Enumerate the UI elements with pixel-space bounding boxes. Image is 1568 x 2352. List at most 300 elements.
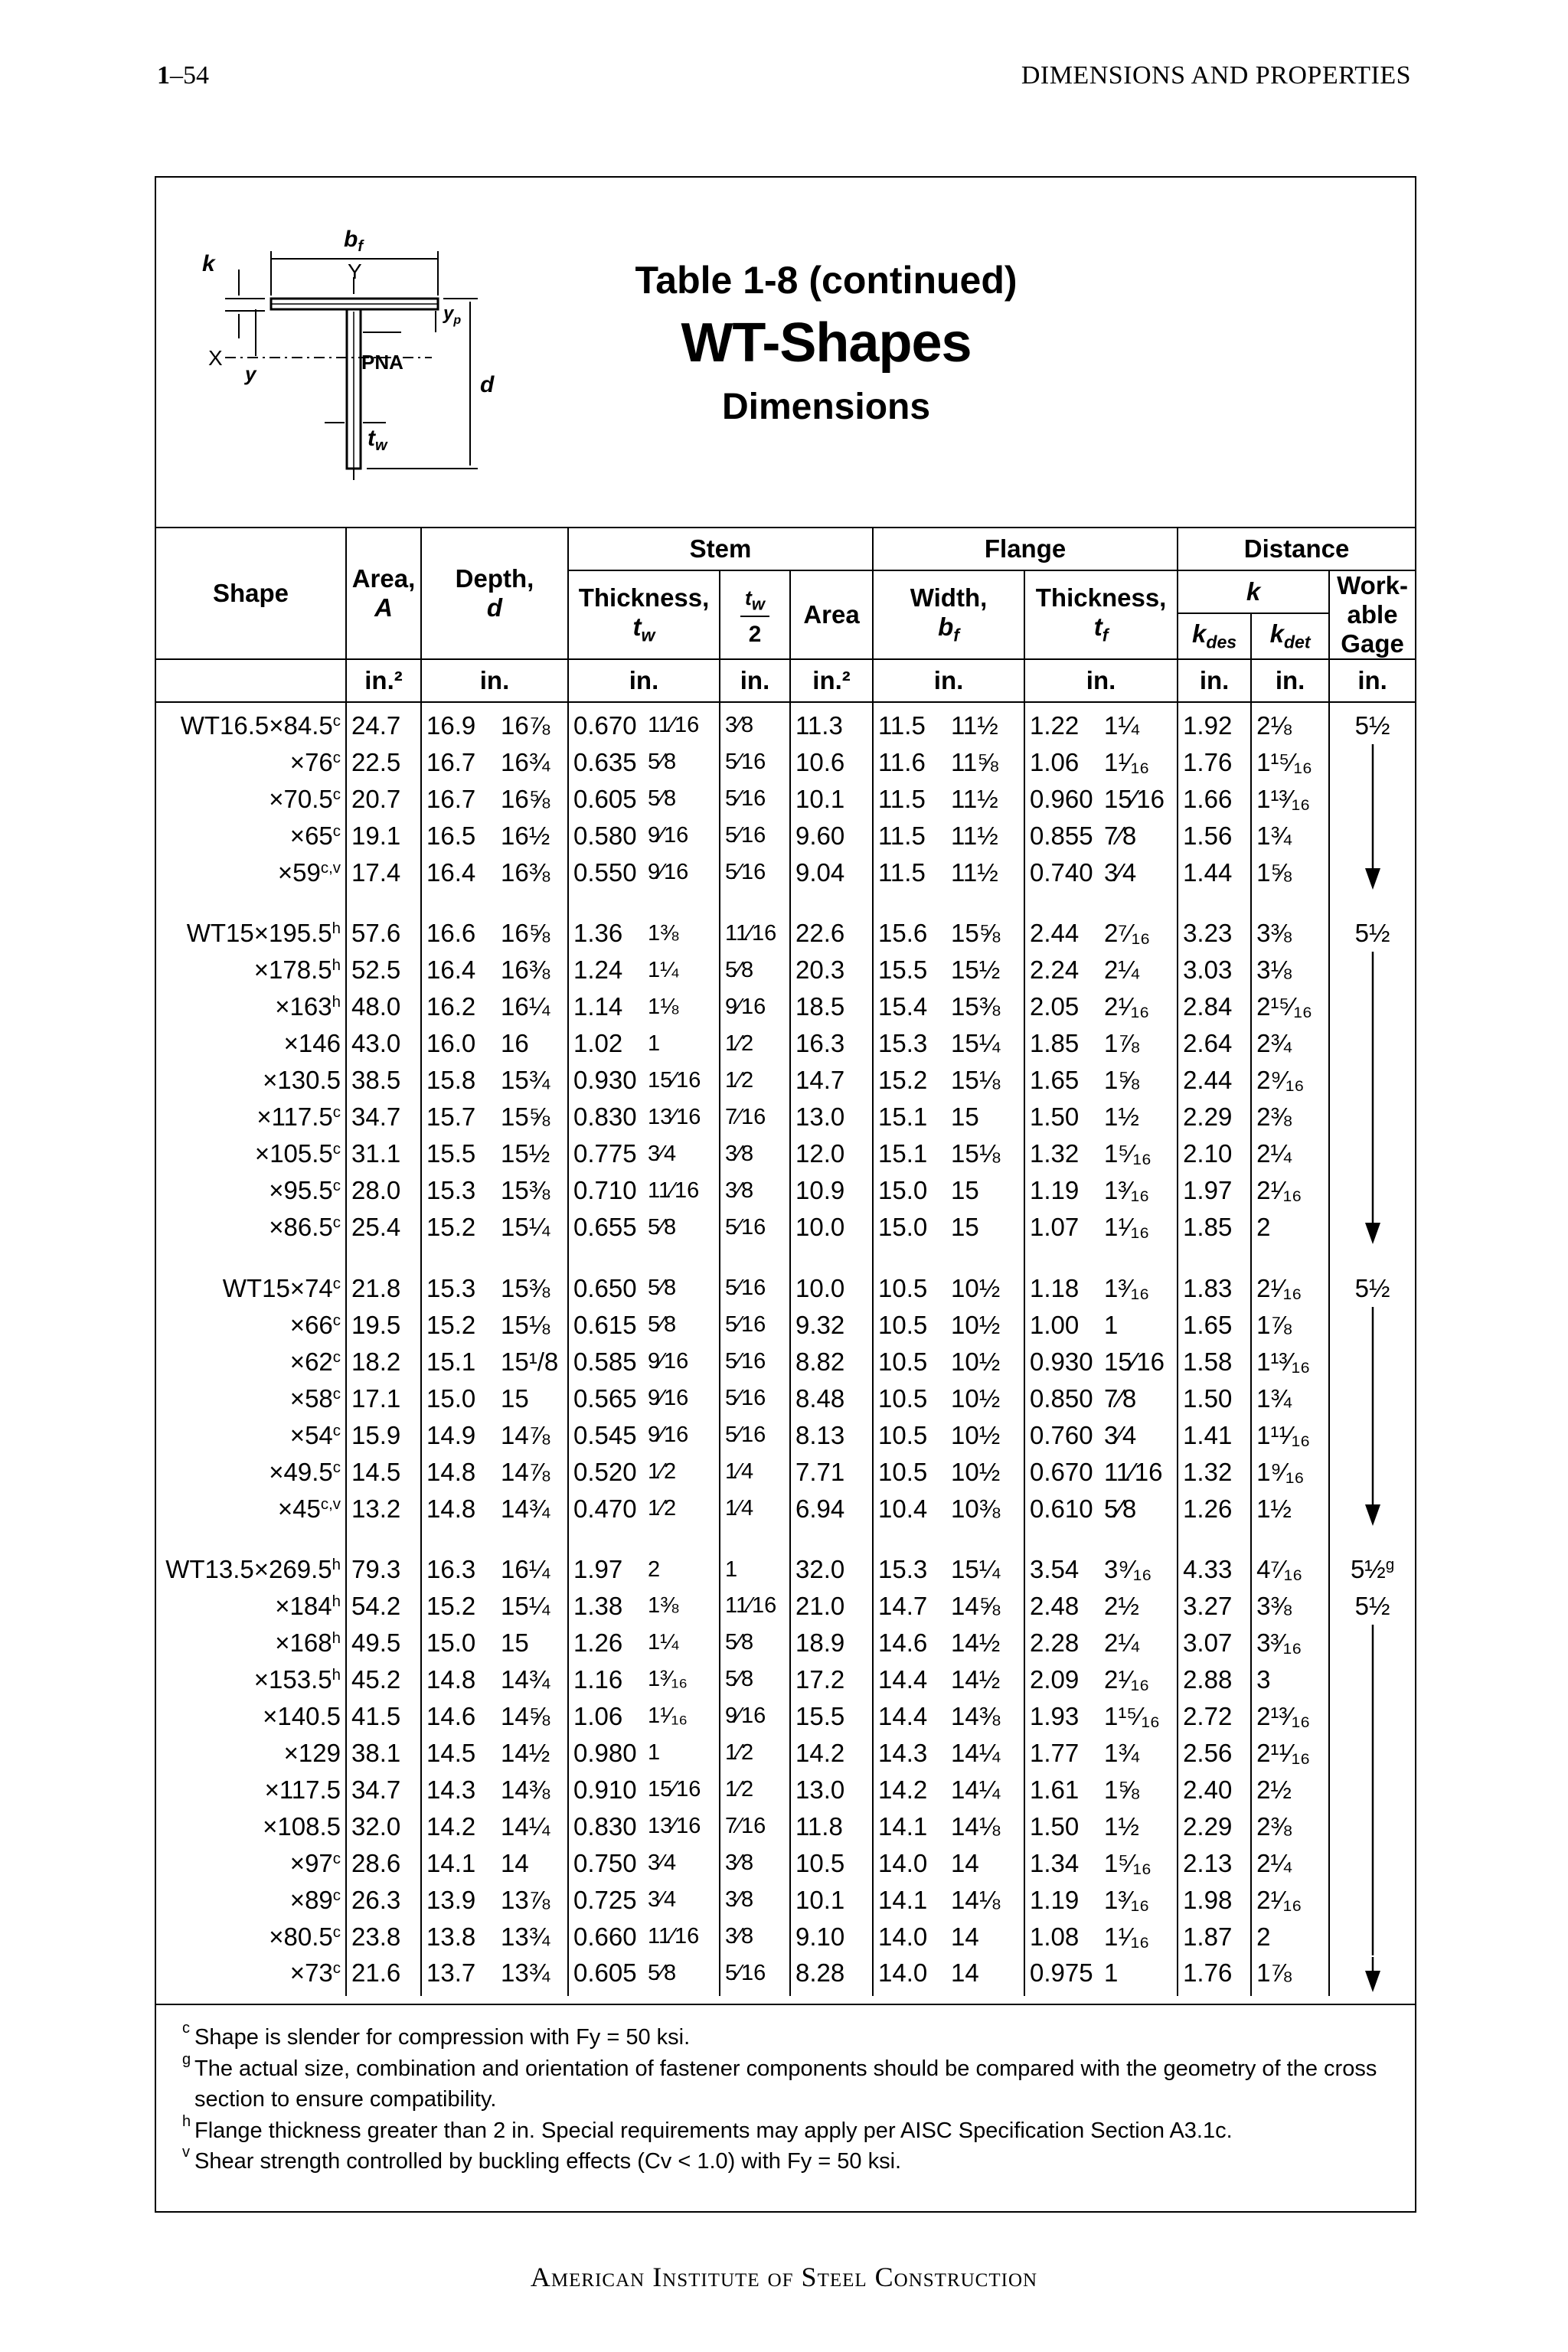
cell-value: 10.5 <box>873 1417 946 1454</box>
cell-value: 14⅞ <box>501 1457 550 1486</box>
cell-value: 13⅞ <box>501 1885 550 1914</box>
footnote-mark: h <box>182 2112 191 2130</box>
cell-value: 10½ <box>951 1383 1001 1413</box>
cell-value: 1¹⁄₁₆ <box>1104 1922 1150 1951</box>
cell-value: 2 <box>1251 1209 1329 1246</box>
col-tw-over-2: $t_w$ 2 <box>720 570 790 659</box>
cell-value: 11⅝ <box>951 747 998 776</box>
cell-value: 15⅝ <box>501 1102 550 1131</box>
cell-value: 1¹⁄₁₆ <box>1104 747 1150 776</box>
svg-text:bf: $b_f$ <box>344 227 363 255</box>
cell-value: 2.05 <box>1024 988 1099 1025</box>
cell-value: 2.72 <box>1178 1698 1251 1735</box>
down-arrow-icon <box>1357 854 1388 891</box>
cell-value: 11⁄16 <box>1104 1457 1163 1486</box>
cell-value: 28.0 <box>346 1172 421 1209</box>
cell-value: 13⁄16 <box>648 1814 701 1838</box>
cell-value: 14.8 <box>421 1454 496 1491</box>
cell-value: 1⁄2 <box>720 1062 790 1099</box>
cell-value: 0.710 <box>568 1172 643 1209</box>
cell-value: 14⅜ <box>501 1775 550 1804</box>
cell-value: 14.8 <box>421 1661 496 1698</box>
cell-value: 3⁄4 <box>648 1141 677 1166</box>
cell-value: 9⁄16 <box>648 823 689 848</box>
cell-value: 3⁄4 <box>648 1851 677 1875</box>
cell-shape: ×105.5$^c$ <box>254 1139 341 1168</box>
cell-value: 15⁄16 <box>648 1777 701 1802</box>
cell-value: 13¾ <box>501 1922 550 1951</box>
cell-value: 1½ <box>1251 1491 1329 1527</box>
table-row <box>156 1025 1415 1062</box>
cell-value: 1¹⁄₁₆ <box>648 1704 688 1728</box>
cell-value: 15.0 <box>873 1209 946 1246</box>
table-row <box>156 1919 1415 1955</box>
cell-value: 15.1 <box>873 1099 946 1135</box>
cell-value: 15.7 <box>421 1099 496 1135</box>
cell-value: 5⁄8 <box>648 786 677 811</box>
cell-value: 10.5 <box>873 1307 946 1344</box>
table-row <box>156 1808 1415 1845</box>
col-gage: Work- able Gage <box>1329 570 1415 659</box>
cell-value: 49.5 <box>346 1625 421 1661</box>
down-arrow-icon <box>1357 1099 1388 1135</box>
cell-value: 16¼ <box>501 1555 550 1584</box>
cell-value: 20.3 <box>790 952 873 988</box>
cell-value: 1¾ <box>1251 818 1329 854</box>
down-arrow-icon <box>1357 952 1388 988</box>
cell-value: 1.98 <box>1178 1882 1251 1919</box>
cell-value: 2⅛ <box>1251 702 1329 744</box>
cell-value: 14⅞ <box>501 1420 550 1449</box>
cell-value: 14.2 <box>873 1772 946 1808</box>
cell-value: 0.830 <box>568 1099 643 1135</box>
cell-shape: ×108.5 <box>263 1811 341 1841</box>
gage-arrow <box>1329 781 1415 818</box>
cell-value: 0.615 <box>568 1307 643 1344</box>
gage-arrow <box>1329 1062 1415 1099</box>
cell-value: 3.07 <box>1178 1625 1251 1661</box>
cell-value: 2.40 <box>1178 1772 1251 1808</box>
page-footer: American Institute of Steel Construction <box>530 2262 1038 2292</box>
cell-value: 10½ <box>951 1273 1001 1302</box>
cell-value: 3 <box>1251 1661 1329 1698</box>
footnote-mark: c <box>182 2020 190 2037</box>
cell-value: 15.2 <box>421 1307 496 1344</box>
table-row <box>156 781 1415 818</box>
cell-value: 2½ <box>1251 1772 1329 1808</box>
cell-value: 14.1 <box>421 1845 496 1882</box>
cell-value: 0.930 <box>568 1062 643 1099</box>
cell-value: 11.5 <box>873 781 946 818</box>
cell-value: 0.830 <box>568 1808 643 1845</box>
cell-value: 34.7 <box>346 1772 421 1808</box>
cell-value: 1.93 <box>1024 1698 1099 1735</box>
cell-value: 1⁹⁄₁₆ <box>1251 1454 1329 1491</box>
cell-value: 1¹⁵⁄₁₆ <box>1251 744 1329 781</box>
cell-value: 17.1 <box>346 1380 421 1417</box>
col-flange-width: Width, $b_f$ <box>873 570 1024 659</box>
cell-value: 13.0 <box>790 1099 873 1135</box>
cell-value: 15¹/8 <box>501 1347 559 1376</box>
cell-value: 2 <box>648 1557 661 1582</box>
cell-value: 1⅞ <box>1251 1955 1329 1997</box>
cell-value: 1.44 <box>1178 854 1251 891</box>
table-number: Table 1-8 (continued) <box>635 259 1018 302</box>
col-stem-thickness: Thickness, $t_w$ <box>568 570 720 659</box>
cell-value: 10.5 <box>790 1845 873 1882</box>
down-arrow-icon <box>1357 1209 1388 1246</box>
table-row <box>156 1772 1415 1808</box>
cell-shape: ×70.5$^c$ <box>269 784 341 813</box>
cell-value: 32.0 <box>790 1547 873 1589</box>
cell-value: 21.0 <box>790 1588 873 1625</box>
cell-value: 9.10 <box>790 1919 873 1955</box>
cell-value: 9⁄16 <box>648 1386 689 1410</box>
cell-value: 1⅝ <box>1104 1775 1139 1804</box>
cell-value: 2.88 <box>1178 1661 1251 1698</box>
table-row <box>156 1588 1415 1625</box>
footnote-text: The actual size, combination and orientation of fastener components should be compared with the geometry of the cross section to ensure compatibility. <box>194 2056 1377 2112</box>
gage-arrow <box>1329 1209 1415 1246</box>
cell-value: 15⅛ <box>501 1310 550 1339</box>
cell-value: 2.09 <box>1024 1661 1099 1698</box>
cell-value: 14⅛ <box>951 1885 1001 1914</box>
cell-value: 9⁄16 <box>648 860 689 884</box>
table-row <box>156 1882 1415 1919</box>
table-frame <box>155 176 1416 2213</box>
cell-value: 10½ <box>951 1310 1001 1339</box>
cell-value: 1.34 <box>1024 1845 1099 1882</box>
cell-value: 15⅛ <box>951 1139 1001 1168</box>
cell-value: 2¹⁄₁₆ <box>1251 1172 1329 1209</box>
cell-value: 1.58 <box>1178 1344 1251 1380</box>
cell-value: 5⁄8 <box>720 1661 790 1698</box>
cell-value: 2.44 <box>1024 911 1099 952</box>
cell-value: 15.3 <box>873 1025 946 1062</box>
cell-value: 9⁄16 <box>720 1698 790 1735</box>
cell-value: 15.8 <box>421 1062 496 1099</box>
cell-value: 1⅜ <box>648 1593 679 1619</box>
table-row <box>156 1209 1415 1246</box>
cell-value: 11.5 <box>873 702 946 744</box>
gage-arrow <box>1329 1025 1415 1062</box>
table-row <box>156 1625 1415 1661</box>
cell-value: 1.32 <box>1178 1454 1251 1491</box>
cell-value: 15.6 <box>873 911 946 952</box>
cell-value: 14.1 <box>873 1882 946 1919</box>
footnote-text: Shear strength controlled by buckling effects (Cv < 1.0) with Fy = 50 ksi. <box>194 2149 902 2174</box>
gage-arrow <box>1329 1491 1415 1527</box>
gage-arrow <box>1329 1808 1415 1845</box>
cell-value: 11.5 <box>873 854 946 891</box>
cell-value: 3⅜ <box>1251 911 1329 952</box>
cell-shape: ×146 <box>283 1029 341 1057</box>
cell-shape: $\times 58^c$ <box>289 1383 341 1413</box>
unit-shape <box>156 659 346 702</box>
cell-value: 0.775 <box>568 1135 643 1172</box>
cell-value: 15.0 <box>421 1380 496 1417</box>
down-arrow-icon <box>1357 1417 1388 1454</box>
cell-value: 1.14 <box>568 988 643 1025</box>
cell-value: 1⁄2 <box>720 1772 790 1808</box>
cell-value: 16¼ <box>501 992 550 1021</box>
cell-value: 5⁄8 <box>648 750 677 774</box>
cell-gage: 5½ <box>1329 1266 1415 1307</box>
cell-value: 5⁄16 <box>720 1955 790 1997</box>
cell-value: 16 <box>501 1029 529 1057</box>
col-flange-thickness: Thickness, $t_f$ <box>1024 570 1178 659</box>
table-row <box>156 1454 1415 1491</box>
cell-shape: $\times 66^c$ <box>289 1310 341 1339</box>
cell-value: 14.7 <box>873 1588 946 1625</box>
cell-value: 10½ <box>951 1420 1001 1449</box>
cell-value: 3.27 <box>1178 1588 1251 1625</box>
cell-value: 15¼ <box>501 1591 550 1620</box>
cell-value: 32.0 <box>346 1808 421 1845</box>
cell-value: 79.3 <box>346 1547 421 1589</box>
cell-value: 10.5 <box>873 1380 946 1417</box>
cell-value: 18.9 <box>790 1625 873 1661</box>
table-row <box>156 702 1415 744</box>
cell-value: 22.5 <box>346 744 421 781</box>
cell-shape: ×140.5 <box>263 1701 341 1730</box>
cell-value: 0.470 <box>568 1491 643 1527</box>
cell-value: 5⁄16 <box>720 1380 790 1417</box>
cell-value: 1⁄2 <box>720 1735 790 1772</box>
dimensions-table <box>156 527 1415 1996</box>
cell-value: 15.2 <box>421 1209 496 1246</box>
table-row <box>156 1547 1415 1589</box>
cell-value: 3⁄4 <box>1104 1420 1137 1449</box>
cell-value: 3⁄8 <box>720 1919 790 1955</box>
cell-value: 14½ <box>951 1664 1001 1694</box>
cell-value: 0.605 <box>568 781 643 818</box>
cell-value: 16.7 <box>421 744 496 781</box>
cell-value: 16⅝ <box>501 919 550 948</box>
cell-value: 1.07 <box>1024 1209 1099 1246</box>
cell-value: 13.0 <box>790 1772 873 1808</box>
table-row <box>156 1172 1415 1209</box>
cell-value: 20.7 <box>346 781 421 818</box>
cell-value: 14.3 <box>873 1735 946 1772</box>
cell-value: 9.32 <box>790 1307 873 1344</box>
cell-value: 15.5 <box>873 952 946 988</box>
cell-shape: $\times 54^c$ <box>289 1420 341 1449</box>
table-row <box>156 952 1415 988</box>
cell-value: 14.2 <box>421 1808 496 1845</box>
footnote-g <box>182 2050 1415 2115</box>
cell-value: 2¹⁄₁₆ <box>1251 1882 1329 1919</box>
cell-shape: $\times 168^h$ <box>275 1628 341 1657</box>
cell-shape: WT16.5×84.5$^c$ <box>180 710 341 740</box>
cell-value: 3⁄8 <box>720 1172 790 1209</box>
gage-arrow <box>1329 1772 1415 1808</box>
cell-value: 1⅞ <box>1251 1307 1329 1344</box>
cell-shape: ×49.5$^c$ <box>269 1457 341 1486</box>
cell-value: 1⅛ <box>648 994 679 1019</box>
cell-value: 11⁄16 <box>720 1588 790 1625</box>
cell-value: 1.61 <box>1024 1772 1099 1808</box>
gage-arrow <box>1329 1099 1415 1135</box>
down-arrow-icon <box>1357 744 1388 781</box>
cell-value: 1 <box>1104 1310 1119 1339</box>
cell-value: 14.0 <box>873 1955 946 1997</box>
cell-shape: $\times 76^c$ <box>289 747 341 776</box>
cell-value: 10.5 <box>873 1344 946 1380</box>
cell-value: 0.565 <box>568 1380 643 1417</box>
cell-value: 15.5 <box>790 1698 873 1735</box>
gage-arrow <box>1329 988 1415 1025</box>
table-row <box>156 1266 1415 1307</box>
cell-value: 13.2 <box>346 1491 421 1527</box>
col-shape: Shape <box>156 528 346 659</box>
cell-value: 3⁄8 <box>720 1135 790 1172</box>
cell-value: 15½ <box>951 956 1001 984</box>
cell-shape: $\times 184^h$ <box>275 1591 341 1620</box>
cell-value: 9.60 <box>790 818 873 854</box>
down-arrow-icon <box>1357 1491 1388 1527</box>
cell-value: 2¼ <box>1251 1845 1329 1882</box>
down-arrow-icon <box>1357 1772 1388 1808</box>
gage-arrow <box>1329 854 1415 891</box>
cell-value: 0.610 <box>1024 1491 1099 1527</box>
cell-value: 14¾ <box>501 1664 550 1694</box>
cell-value: 14.9 <box>421 1417 496 1454</box>
cell-value: 7.71 <box>790 1454 873 1491</box>
cell-gage: 5½ <box>1329 1588 1415 1625</box>
unit-tf: in. <box>1024 659 1178 702</box>
table-row <box>156 1135 1415 1172</box>
cell-value: 2⁹⁄₁₆ <box>1251 1062 1329 1099</box>
cell-value: 15.5 <box>421 1135 496 1172</box>
down-arrow-icon <box>1357 1735 1388 1772</box>
cell-value: 2.64 <box>1178 1025 1251 1062</box>
cell-value: 4⁷⁄₁₆ <box>1251 1547 1329 1589</box>
cell-value: 1.24 <box>568 952 643 988</box>
cell-value: 11⁄16 <box>720 911 790 952</box>
cell-value: 0.975 <box>1024 1955 1099 1997</box>
gage-arrow <box>1329 1845 1415 1882</box>
cell-shape: ×117.5 <box>264 1775 341 1804</box>
cell-value: 1.83 <box>1178 1266 1251 1307</box>
cell-shape: $\times 97^c$ <box>289 1848 341 1877</box>
cell-value: 8.28 <box>790 1955 873 1997</box>
down-arrow-icon <box>1357 1454 1388 1491</box>
table-row <box>156 1661 1415 1698</box>
cell-value: 10.6 <box>790 744 873 781</box>
cell-value: 1.50 <box>1024 1099 1099 1135</box>
cell-value: 14½ <box>501 1738 550 1767</box>
table-row <box>156 1698 1415 1735</box>
cell-value: 15 <box>951 1102 979 1131</box>
cell-value: 15⅜ <box>501 1273 550 1302</box>
cell-value: 2¹⁄₁₆ <box>1104 1664 1150 1694</box>
svg-text:y: y <box>245 362 256 385</box>
cell-value: 1¹⁄₁₆ <box>1104 1213 1150 1241</box>
cell-value: 1½ <box>1104 1102 1139 1131</box>
cell-value: 18.2 <box>346 1344 421 1380</box>
cell-shape: ×129 <box>283 1738 341 1767</box>
gage-arrow <box>1329 1380 1415 1417</box>
cell-value: 15⁄16 <box>648 1067 701 1093</box>
table-row <box>156 744 1415 781</box>
cell-value: 1.76 <box>1178 744 1251 781</box>
cell-value: 2½ <box>1104 1591 1139 1620</box>
cell-value: 14 <box>501 1848 529 1877</box>
cell-shape: $\times 45^{c,v}$ <box>277 1494 341 1523</box>
down-arrow-icon <box>1357 1882 1388 1919</box>
cell-value: 15.4 <box>873 988 946 1025</box>
cell-value: 14.5 <box>346 1454 421 1491</box>
table-body <box>156 702 1415 1996</box>
cell-value: 11½ <box>951 821 998 850</box>
footnote-mark: v <box>182 2144 190 2161</box>
cell-value: 15 <box>501 1383 529 1413</box>
cell-value: 1.50 <box>1024 1808 1099 1845</box>
cell-value: 5⁄16 <box>720 781 790 818</box>
svg-text:yp: $y_p$ <box>443 303 462 327</box>
cell-value: 14.2 <box>790 1735 873 1772</box>
cell-value: 1⁵⁄₁₆ <box>1104 1139 1152 1168</box>
cell-value: 0.855 <box>1024 818 1099 854</box>
cell-value: 1¹¹⁄₁₆ <box>1251 1417 1329 1454</box>
gage-arrow <box>1329 1698 1415 1735</box>
cell-value: 2.48 <box>1024 1588 1099 1625</box>
cell-value: 15½ <box>501 1139 550 1168</box>
cell-value: 10.1 <box>790 781 873 818</box>
cell-value: 2.56 <box>1178 1735 1251 1772</box>
cell-value: 10½ <box>951 1347 1001 1376</box>
svg-text:tw: $t_w$ <box>368 426 387 454</box>
cell-value: 1.50 <box>1178 1380 1251 1417</box>
cell-value: 1.06 <box>1024 744 1099 781</box>
cell-value: 16.3 <box>421 1547 496 1589</box>
cell-value: 0.910 <box>568 1772 643 1808</box>
cell-value: 11½ <box>951 858 998 887</box>
cell-value: 5⁄16 <box>720 854 790 891</box>
footnote-h <box>182 2112 1415 2147</box>
table-row <box>156 1099 1415 1135</box>
cell-value: 11.5 <box>873 818 946 854</box>
cell-value: 45.2 <box>346 1661 421 1698</box>
cell-value: 14½ <box>951 1628 1001 1657</box>
cell-value: 15⅝ <box>951 919 1001 948</box>
cell-value: 9.04 <box>790 854 873 891</box>
table-row <box>156 1735 1415 1772</box>
cell-value: 3⁄4 <box>648 1887 677 1912</box>
cell-value: 2.24 <box>1024 952 1099 988</box>
page-number: 1–54 <box>157 61 209 90</box>
cell-value: 10.1 <box>790 1882 873 1919</box>
cell-value: 18.5 <box>790 988 873 1025</box>
cell-value: 1 <box>1104 1958 1119 1988</box>
gage-arrow <box>1329 1661 1415 1698</box>
cell-value: 5⁄16 <box>720 1307 790 1344</box>
cell-value: 3.23 <box>1178 911 1251 952</box>
cell-value: 3.54 <box>1024 1547 1099 1589</box>
cell-value: 15.0 <box>873 1172 946 1209</box>
cell-value: 7⁄16 <box>720 1808 790 1845</box>
wt-shape-diagram <box>179 216 547 484</box>
cell-value: 5⁄16 <box>720 818 790 854</box>
cell-value: 3⁄4 <box>1104 858 1137 887</box>
cell-value: 1¹⁵⁄₁₆ <box>1104 1701 1161 1730</box>
col-stem-area: Area <box>790 570 873 659</box>
cell-value: 1¾ <box>1251 1380 1329 1417</box>
cell-value: 1.56 <box>1178 818 1251 854</box>
cell-value: 3⁄8 <box>720 702 790 744</box>
cell-value: 15 <box>951 1176 979 1204</box>
